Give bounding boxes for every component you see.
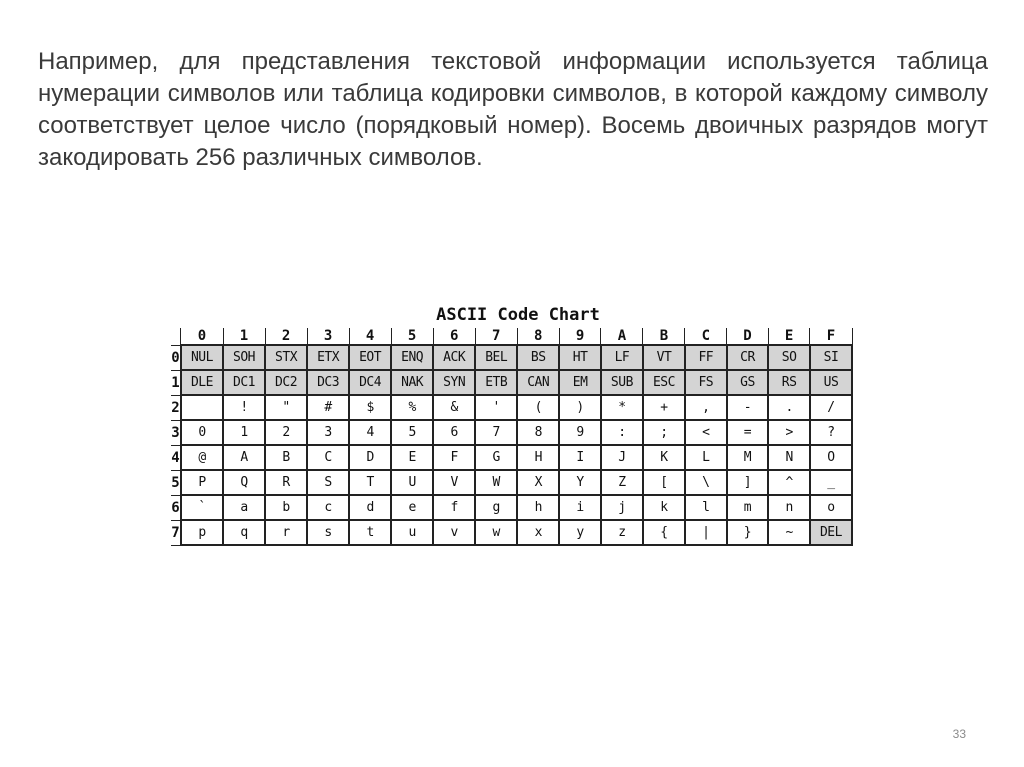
table-row <box>171 420 852 445</box>
table-cell: O <box>810 445 852 470</box>
column-header: A <box>601 328 643 345</box>
table-cell: CAN <box>517 370 559 395</box>
table-cell <box>181 395 223 420</box>
table-cell: _ <box>810 470 852 495</box>
table-cell: $ <box>349 395 391 420</box>
table-cell: c <box>307 495 349 520</box>
table-row <box>171 370 852 395</box>
column-header: 6 <box>433 328 475 345</box>
ascii-code-chart <box>171 304 853 546</box>
column-header: 1 <box>223 328 265 345</box>
table-cell: G <box>475 445 517 470</box>
table-cell: m <box>727 495 769 520</box>
table-cell: | <box>685 520 727 545</box>
column-header: 4 <box>349 328 391 345</box>
table-cell: ! <box>223 395 265 420</box>
table-cell: NUL <box>181 345 223 370</box>
table-cell: d <box>349 495 391 520</box>
table-cell: . <box>768 395 810 420</box>
row-header: 1 <box>171 370 181 395</box>
column-header: 8 <box>517 328 559 345</box>
table-cell: SI <box>810 345 852 370</box>
table-cell: \ <box>685 470 727 495</box>
table-cell: H <box>517 445 559 470</box>
table-cell: ETX <box>307 345 349 370</box>
row-header: 5 <box>171 470 181 495</box>
table-cell: 5 <box>391 420 433 445</box>
table-cell: W <box>475 470 517 495</box>
column-header: 5 <box>391 328 433 345</box>
table-cell: EOT <box>349 345 391 370</box>
row-header: 2 <box>171 395 181 420</box>
table-cell: CR <box>727 345 769 370</box>
table-cell: * <box>601 395 643 420</box>
table-cell: SO <box>768 345 810 370</box>
table-cell: , <box>685 395 727 420</box>
table-cell: J <box>601 445 643 470</box>
table-cell: t <box>349 520 391 545</box>
table-cell: / <box>810 395 852 420</box>
table-cell: % <box>391 395 433 420</box>
table-cell: p <box>181 520 223 545</box>
table-cell: 8 <box>517 420 559 445</box>
column-header: D <box>727 328 769 345</box>
table-cell: v <box>433 520 475 545</box>
table-cell: ' <box>475 395 517 420</box>
column-header: 2 <box>265 328 307 345</box>
table-cell: ; <box>643 420 685 445</box>
table-cell: + <box>643 395 685 420</box>
table-cell: DC4 <box>349 370 391 395</box>
table-cell: FS <box>685 370 727 395</box>
table-cell: US <box>810 370 852 395</box>
table-cell: z <box>601 520 643 545</box>
table-row <box>171 345 852 370</box>
row-header: 4 <box>171 445 181 470</box>
table-cell: DC3 <box>307 370 349 395</box>
table-row <box>171 520 852 545</box>
table-cell: ? <box>810 420 852 445</box>
table-cell: DC2 <box>265 370 307 395</box>
column-header: F <box>810 328 852 345</box>
table-row <box>171 495 852 520</box>
table-cell: 4 <box>349 420 391 445</box>
table-row <box>171 470 852 495</box>
table-cell: - <box>727 395 769 420</box>
table-cell: ESC <box>643 370 685 395</box>
table-cell: ( <box>517 395 559 420</box>
table-cell: I <box>559 445 601 470</box>
table-cell: 2 <box>265 420 307 445</box>
table-cell: R <box>265 470 307 495</box>
page-number: 33 <box>952 727 966 741</box>
table-cell: E <box>391 445 433 470</box>
table-row <box>171 445 852 470</box>
table-cell: ~ <box>768 520 810 545</box>
table-cell: ` <box>181 495 223 520</box>
table-cell: RS <box>768 370 810 395</box>
table-cell: j <box>601 495 643 520</box>
table-cell: g <box>475 495 517 520</box>
column-header: 0 <box>181 328 223 345</box>
table-cell: ) <box>559 395 601 420</box>
table-cell: ENQ <box>391 345 433 370</box>
table-cell: DC1 <box>223 370 265 395</box>
column-header: 9 <box>559 328 601 345</box>
table-cell: GS <box>727 370 769 395</box>
row-header: 0 <box>171 345 181 370</box>
table-cell: C <box>307 445 349 470</box>
table-cell: u <box>391 520 433 545</box>
table-cell: s <box>307 520 349 545</box>
table-cell: r <box>265 520 307 545</box>
table-cell: HT <box>559 345 601 370</box>
table-cell: " <box>265 395 307 420</box>
table-cell: SYN <box>433 370 475 395</box>
table-cell: L <box>685 445 727 470</box>
table-cell: F <box>433 445 475 470</box>
table-cell: Q <box>223 470 265 495</box>
table-cell: i <box>559 495 601 520</box>
table-cell: n <box>768 495 810 520</box>
table-cell: K <box>643 445 685 470</box>
column-header: C <box>685 328 727 345</box>
table-cell: q <box>223 520 265 545</box>
table-cell: [ <box>643 470 685 495</box>
column-header: 7 <box>475 328 517 345</box>
table-cell: 9 <box>559 420 601 445</box>
table-cell: < <box>685 420 727 445</box>
table-cell: X <box>517 470 559 495</box>
table-cell: N <box>768 445 810 470</box>
table-cell: DEL <box>810 520 852 545</box>
table-cell: k <box>643 495 685 520</box>
table-cell: LF <box>601 345 643 370</box>
body-paragraph: Например, для представления текстовой информации используется таблица нумерации символов или таблица кодировки символов, в которой каждому символу соответствует целое число (порядковый номер). Восемь двоичных разрядов могут закодировать 256 различных символов. <box>38 48 988 171</box>
table-cell: y <box>559 520 601 545</box>
table-cell: b <box>265 495 307 520</box>
table-cell: A <box>223 445 265 470</box>
column-header: B <box>643 328 685 345</box>
table-cell: w <box>475 520 517 545</box>
column-header: 3 <box>307 328 349 345</box>
table-cell: 7 <box>475 420 517 445</box>
table-cell: ACK <box>433 345 475 370</box>
table-cell: ^ <box>768 470 810 495</box>
table-cell: EM <box>559 370 601 395</box>
table-cell: l <box>685 495 727 520</box>
table-cell: > <box>768 420 810 445</box>
table-cell: STX <box>265 345 307 370</box>
ascii-table <box>171 328 853 546</box>
table-cell: : <box>601 420 643 445</box>
table-cell: } <box>727 520 769 545</box>
table-cell: BS <box>517 345 559 370</box>
table-cell: Y <box>559 470 601 495</box>
table-cell: e <box>391 495 433 520</box>
table-cell: Z <box>601 470 643 495</box>
chart-title: ASCII Code Chart <box>436 305 600 325</box>
table-cell: SOH <box>223 345 265 370</box>
table-cell: U <box>391 470 433 495</box>
table-cell: BEL <box>475 345 517 370</box>
table-cell: DLE <box>181 370 223 395</box>
table-cell: B <box>265 445 307 470</box>
table-cell: x <box>517 520 559 545</box>
table-row <box>171 395 852 420</box>
table-cell: 3 <box>307 420 349 445</box>
table-cell: a <box>223 495 265 520</box>
row-header: 7 <box>171 520 181 545</box>
table-cell: { <box>643 520 685 545</box>
table-cell: M <box>727 445 769 470</box>
table-cell: VT <box>643 345 685 370</box>
column-header-row <box>171 328 852 345</box>
table-cell: T <box>349 470 391 495</box>
row-header: 3 <box>171 420 181 445</box>
corner-cell <box>171 328 181 345</box>
table-cell: = <box>727 420 769 445</box>
table-cell: NAK <box>391 370 433 395</box>
table-cell: P <box>181 470 223 495</box>
table-cell: & <box>433 395 475 420</box>
table-cell: V <box>433 470 475 495</box>
table-cell: h <box>517 495 559 520</box>
table-cell: ETB <box>475 370 517 395</box>
table-cell: D <box>349 445 391 470</box>
table-cell: 6 <box>433 420 475 445</box>
table-cell: # <box>307 395 349 420</box>
table-cell: SUB <box>601 370 643 395</box>
table-cell: @ <box>181 445 223 470</box>
table-cell: f <box>433 495 475 520</box>
table-cell: 0 <box>181 420 223 445</box>
table-cell: ] <box>727 470 769 495</box>
table-cell: S <box>307 470 349 495</box>
column-header: E <box>768 328 810 345</box>
table-cell: 1 <box>223 420 265 445</box>
row-header: 6 <box>171 495 181 520</box>
table-cell: o <box>810 495 852 520</box>
table-cell: FF <box>685 345 727 370</box>
